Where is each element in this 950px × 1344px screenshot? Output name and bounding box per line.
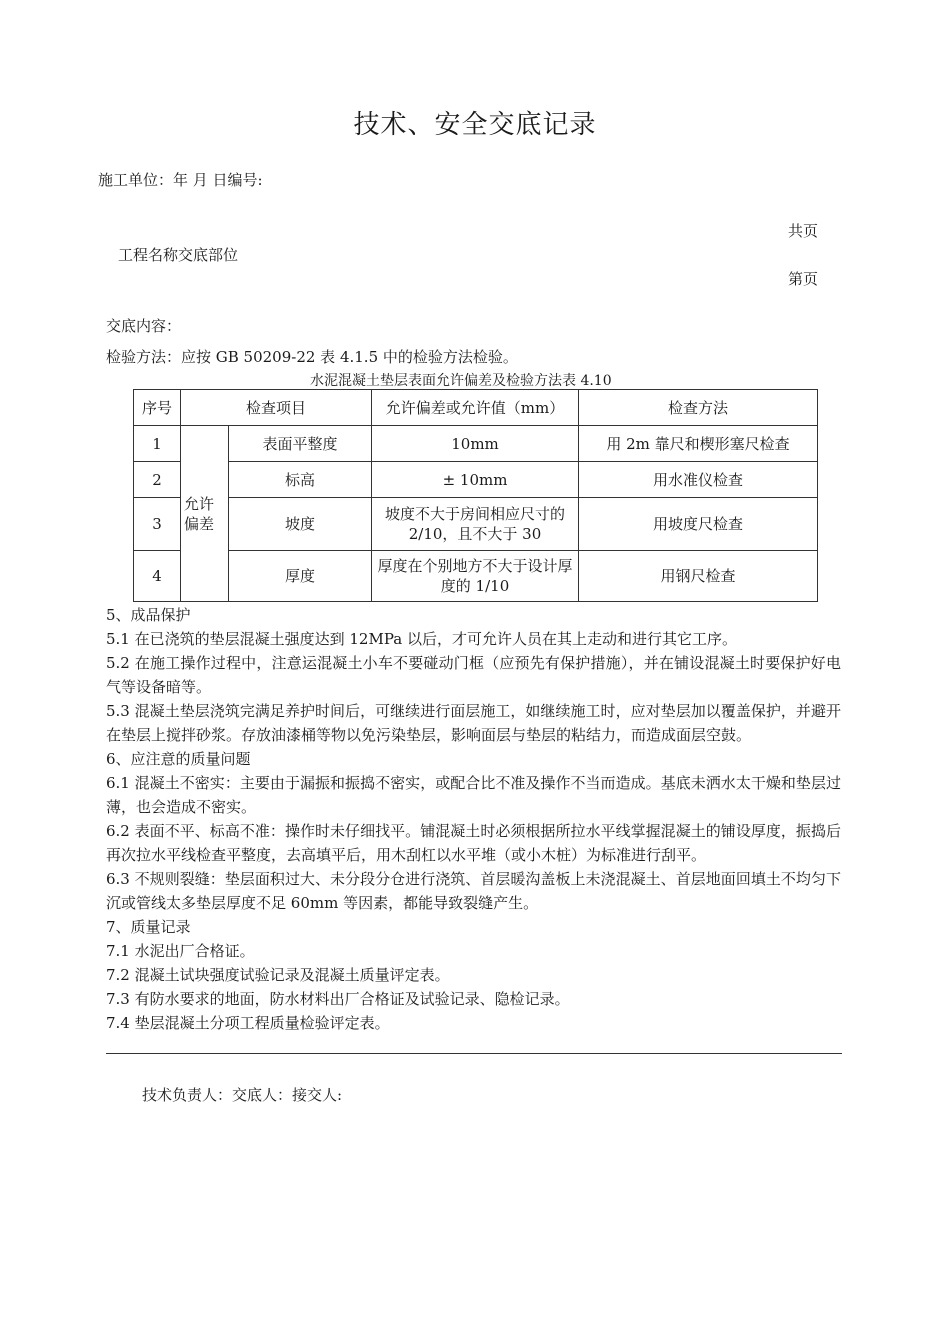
allowed-value: 厚度在个别地方不大于设计厚度的 1/10	[372, 551, 579, 602]
row-number: 2	[134, 462, 181, 498]
check-method: 用钢尺检查	[579, 551, 818, 602]
body-sections	[106, 603, 841, 1035]
paragraph: 7.2 混凝土试块强度试验记录及混凝土质量评定表。	[106, 966, 450, 984]
bottom-divider	[106, 1053, 842, 1054]
paragraph: 6.3 不规则裂缝：垫层面积过大、未分段分仓进行浇筑、首层暖沟盖板上未浇混凝土、首层地面回填土不均匀下沉或管线太多垫层厚度不足 60mm 等因素，都能导致裂缝产生。	[106, 870, 841, 912]
unit-date-number-line: 施工单位：年 月 日编号:	[98, 171, 263, 189]
check-item: 表面平整度	[229, 426, 372, 462]
tolerance-table	[133, 389, 818, 602]
section-heading: 7、质量记录	[106, 918, 191, 936]
allowed-value: ± 10mm	[372, 462, 579, 498]
row-number: 4	[134, 551, 181, 602]
table-row	[134, 462, 818, 498]
page-title: 技术、安全交底记录	[353, 110, 597, 140]
row-number: 3	[134, 498, 181, 551]
header-cell: 检查项目	[181, 390, 372, 426]
section-heading: 6、应注意的质量问题	[106, 750, 251, 768]
header-cell: 检查方法	[579, 390, 818, 426]
allowed-value: 坡度不大于房间相应尺寸的 2/10，且不大于 30	[372, 498, 579, 551]
check-method: 用 2m 靠尺和楔形塞尺检查	[579, 426, 818, 462]
table-row	[134, 551, 818, 602]
check-item: 坡度	[229, 498, 372, 551]
table-header-row	[134, 390, 818, 426]
paragraph: 5.3 混凝土垫层浇筑完满足养护时间后，可继续进行面层施工，如继续施工时，应对垫层加以覆盖保护，并避开在垫层上搅拌砂浆。存放油漆桶等物以免污染垫层，影响面层与垫层的粘结力，而造成面层空鼓。	[106, 702, 841, 744]
paragraph: 5.2 在施工操作过程中，注意运混凝土小车不要碰动门框（应预先有保护措施），并在铺设混凝土时要保护好电气等设备暗等。	[106, 654, 841, 696]
signature-line: 技术负责人：交底人：接交人:	[142, 1086, 343, 1104]
check-item: 厚度	[229, 551, 372, 602]
table-row	[134, 426, 818, 462]
paragraph: 5.1 在已浇筑的垫层混凝土强度达到 12MPa 以后，才可允许人员在其上走动和进行其它工序。	[106, 630, 737, 648]
check-item: 标高	[229, 462, 372, 498]
header-cell: 允许偏差或允许值（mm）	[372, 390, 579, 426]
table-caption: 水泥混凝土垫层表面允许偏差及检验方法表 4.10	[310, 373, 612, 389]
total-pages: 共页	[788, 222, 819, 240]
section-heading: 5、成品保护	[106, 606, 191, 624]
paragraph: 7.1 水泥出厂合格证。	[106, 942, 255, 960]
allowed-value: 10mm	[372, 426, 579, 462]
check-method: 用坡度尺检查	[579, 498, 818, 551]
group-label: 允许偏差	[181, 426, 229, 602]
project-name-line: 工程名称交底部位	[118, 246, 239, 264]
paragraph: 6.2 表面不平、标高不准：操作时未仔细找平。铺混凝土时必须根据所拉水平线掌握混凝土的铺设厚度，振捣后再次拉水平线检查平整度，去高填平后，用木刮杠以水平堆（或小木桩）为标准进行刮平。	[106, 822, 841, 864]
table-row	[134, 498, 818, 551]
inspection-method-line: 检验方法：应按 GB 50209-22 表 4.1.5 中的检验方法检验。	[106, 348, 518, 366]
paragraph: 7.3 有防水要求的地面，防水材料出厂合格证及试验记录、隐检记录。	[106, 990, 570, 1008]
page-number: 第页	[788, 270, 819, 288]
content-label: 交底内容：	[106, 317, 182, 335]
row-number: 1	[134, 426, 181, 462]
header-cell: 序号	[134, 390, 181, 426]
paragraph: 6.1 混凝土不密实：主要由于漏振和振捣不密实，或配合比不准及操作不当而造成。基底未洒水太干燥和垫层过薄，也会造成不密实。	[106, 774, 841, 816]
paragraph: 7.4 垫层混凝土分项工程质量检验评定表。	[106, 1014, 390, 1032]
check-method: 用水准仪检查	[579, 462, 818, 498]
